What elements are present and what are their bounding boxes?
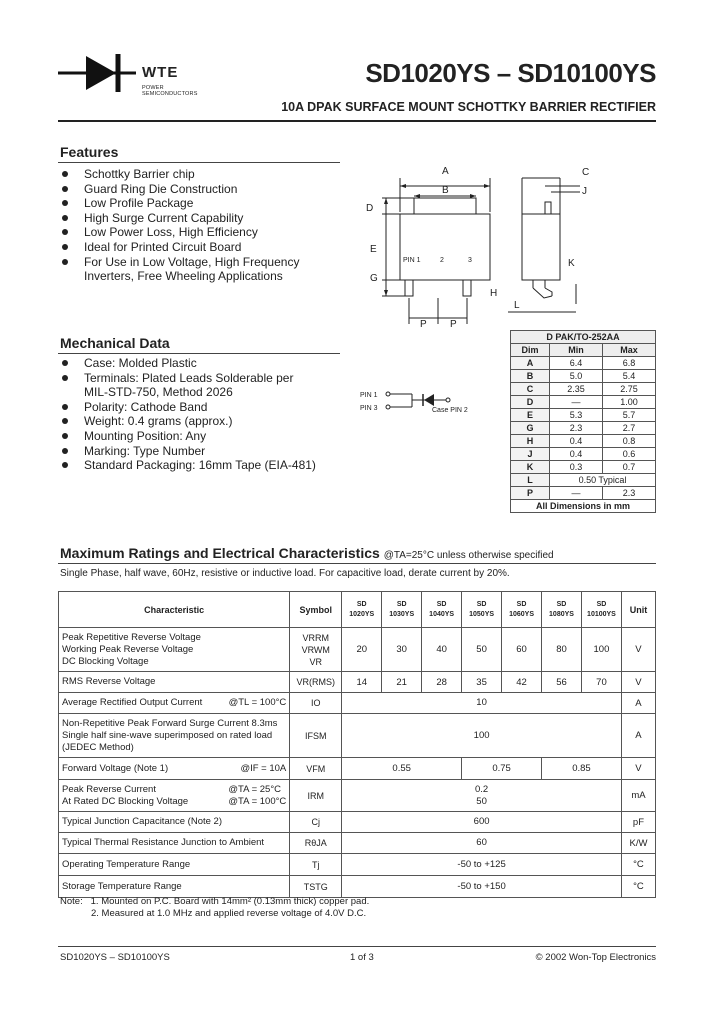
max-cell: 0.6 <box>602 448 655 461</box>
logo-subtext: POWER SEMICONDUCTORS <box>142 85 198 97</box>
typical-cell: 0.50 Typical <box>550 474 656 487</box>
list-item: Low Profile Package <box>62 196 299 211</box>
list-item: Ideal for Printed Circuit Board <box>62 240 299 255</box>
footer-copyright: © 2002 Won-Top Electronics <box>535 952 656 963</box>
ifsm-unit: A <box>621 714 655 758</box>
table-row <box>511 396 656 409</box>
dim-header: Dim <box>511 344 550 357</box>
table-row <box>511 357 656 370</box>
list-item: MIL-STD-750, Method 2026 <box>84 385 233 400</box>
schematic-pin3-label: PIN 3 <box>360 405 378 412</box>
features-underline <box>58 162 340 163</box>
table-row <box>59 628 656 672</box>
vfm-value: 0.85 <box>542 758 622 780</box>
max-cell: 5.4 <box>602 370 655 383</box>
dim-label-e: E <box>370 244 377 255</box>
package-side-body <box>522 214 560 280</box>
vrrm-value: 60 <box>502 628 542 672</box>
page-subtitle: 10A DPAK SURFACE MOUNT SCHOTTKY BARRIER RECTIFIER <box>281 100 656 114</box>
rth-label: Typical Thermal Resistance Junction to Ambient <box>59 833 290 854</box>
model-header: SD 1060YS <box>502 592 542 628</box>
vrms-label: RMS Reverse Voltage <box>59 672 290 693</box>
table-row <box>511 422 656 435</box>
min-cell: 2.3 <box>550 422 603 435</box>
model-header: SD 1050YS <box>462 592 502 628</box>
vrms-unit: V <box>621 672 655 693</box>
table-row <box>511 383 656 396</box>
dim-label-p: P <box>420 319 427 330</box>
min-cell: — <box>550 396 603 409</box>
vrrm-value: 30 <box>382 628 422 672</box>
min-cell: 5.0 <box>550 370 603 383</box>
ratings-note: Single Phase, half wave, 60Hz, resistive or inductive load. For capacitive load, derate current by 20%. <box>60 568 510 579</box>
model-header: SD 1040YS <box>422 592 462 628</box>
vfm-value: 0.55 <box>342 758 462 780</box>
vfm-unit: V <box>621 758 655 780</box>
unit-header: Unit <box>621 592 655 628</box>
vrms-value: 28 <box>422 672 462 693</box>
dim-label-j: J <box>582 186 587 197</box>
min-cell: 2.35 <box>550 383 603 396</box>
max-cell: 5.7 <box>602 409 655 422</box>
table-row <box>59 812 656 833</box>
max-cell: 6.8 <box>602 357 655 370</box>
table-row <box>59 780 656 812</box>
dim-label-d: D <box>366 203 374 214</box>
logo-text: WTE <box>142 64 179 81</box>
ratings-title: Maximum Ratings and Electrical Characteristics <box>60 545 380 561</box>
notes <box>60 896 369 920</box>
vrms-value: 42 <box>502 672 542 693</box>
pin-schematic <box>358 385 488 425</box>
dimensions-footer: All Dimensions in mm <box>511 500 656 513</box>
dimensions-caption: D PAK/TO-252AA <box>511 331 656 344</box>
vrms-value: 70 <box>581 672 621 693</box>
vrrm-value: 40 <box>422 628 462 672</box>
list-item: Standard Packaging: 16mm Tape (EIA-481) <box>62 458 316 473</box>
diode-logo-icon <box>58 50 138 96</box>
list-item: Polarity: Cathode Band <box>62 400 316 415</box>
notes-label: Note: <box>60 896 83 907</box>
pin3-label: 3 <box>468 257 472 264</box>
page-title: SD1020YS – SD10100YS <box>365 58 656 88</box>
dim-label-a: A <box>442 166 449 177</box>
mechanical-list <box>62 356 316 473</box>
cj-value: 600 <box>342 812 622 833</box>
irm-label <box>59 780 290 812</box>
package-side-tab <box>545 202 551 214</box>
tstg-symbol: TSTG <box>290 876 342 898</box>
pin1-label: PIN 1 <box>403 257 421 264</box>
vrrm-symbol: VRRM VRWM VR <box>290 628 342 672</box>
rth-unit: K/W <box>621 833 655 854</box>
note-1: 1. Mounted on P.C. Board with 14mm² (0.13mm thick) copper pad. <box>90 896 370 907</box>
vrms-value: 21 <box>382 672 422 693</box>
package-body <box>400 214 490 280</box>
table-row <box>59 714 656 758</box>
characteristic-header: Characteristic <box>59 592 290 628</box>
dim-cell: L <box>511 474 550 487</box>
io-unit: A <box>621 693 655 714</box>
max-cell: 0.7 <box>602 461 655 474</box>
dim-cell: H <box>511 435 550 448</box>
ratings-condition: @TA=25°C unless otherwise specified <box>383 550 554 561</box>
table-row <box>59 693 656 714</box>
table-row <box>59 876 656 898</box>
max-header: Max <box>602 344 655 357</box>
footer-divider <box>58 946 656 947</box>
min-cell: — <box>550 487 603 500</box>
dimensions-table <box>510 330 656 513</box>
dim-cell: D <box>511 396 550 409</box>
dim-label-b: B <box>442 185 449 196</box>
model-header: SD 1030YS <box>382 592 422 628</box>
dim-label-h: H <box>490 288 498 299</box>
tstg-unit: °C <box>621 876 655 898</box>
diode-symbol-icon <box>424 394 434 406</box>
package-lead <box>405 280 413 296</box>
dim-cell: G <box>511 422 550 435</box>
rth-value: 60 <box>342 833 622 854</box>
list-item: Schottky Barrier chip <box>62 167 299 182</box>
tj-unit: °C <box>621 854 655 876</box>
vrrm-value: 80 <box>542 628 582 672</box>
package-lead <box>463 280 471 296</box>
vrrm-value: 100 <box>581 628 621 672</box>
schematic-pin1-label: PIN 1 <box>360 392 378 399</box>
vrrm-value: 20 <box>342 628 382 672</box>
company-logo <box>58 50 218 96</box>
rth-symbol: RθJA <box>290 833 342 854</box>
list-item: Terminals: Plated Leads Solderable per <box>62 371 316 386</box>
footer-page-number: 1 of 3 <box>350 952 374 963</box>
list-item: For Use in Low Voltage, High Frequency <box>62 255 299 270</box>
vrms-value: 14 <box>342 672 382 693</box>
io-value: 10 <box>342 693 622 714</box>
table-row <box>59 672 656 693</box>
io-condition: @TL = 100°C <box>228 697 287 708</box>
table-row <box>59 854 656 876</box>
dim-cell: K <box>511 461 550 474</box>
irm-unit: mA <box>621 780 655 812</box>
min-cell: 5.3 <box>550 409 603 422</box>
vfm-symbol: VFM <box>290 758 342 780</box>
ifsm-symbol: IFSM <box>290 714 342 758</box>
vrrm-value: 50 <box>462 628 502 672</box>
list-item: Inverters, Free Wheeling Applications <box>84 269 283 284</box>
table-row <box>511 409 656 422</box>
io-symbol: IO <box>290 693 342 714</box>
ratings-underline <box>58 563 656 564</box>
note-2: 2. Measured at 1.0 MHz and applied reverse voltage of 4.0V D.C. <box>91 908 367 919</box>
table-row <box>59 833 656 854</box>
list-item: High Surge Current Capability <box>62 211 299 226</box>
model-header: SD 1020YS <box>342 592 382 628</box>
tstg-label: Storage Temperature Range <box>59 876 290 898</box>
io-label-text: Average Rectified Output Current <box>62 697 203 708</box>
max-cell: 2.7 <box>602 422 655 435</box>
vrrm-label: Peak Repetitive Reverse Voltage Working Peak Reverse Voltage DC Blocking Voltage <box>59 628 290 672</box>
min-cell: 6.4 <box>550 357 603 370</box>
list-item: Low Power Loss, High Efficiency <box>62 225 299 240</box>
dim-cell: C <box>511 383 550 396</box>
model-header: SD 10100YS <box>581 592 621 628</box>
model-header: SD 1080YS <box>542 592 582 628</box>
min-header: Min <box>550 344 603 357</box>
dim-label-l: L <box>514 300 520 311</box>
vfm-condition: @IF = 10A <box>240 762 287 774</box>
list-item: Marking: Type Number <box>62 444 316 459</box>
min-cell: 0.4 <box>550 448 603 461</box>
dim-cell: A <box>511 357 550 370</box>
mechanical-underline <box>58 353 340 354</box>
features-heading: Features <box>60 144 119 160</box>
tj-label: Operating Temperature Range <box>59 854 290 876</box>
features-list <box>62 167 299 284</box>
vfm-label-text: Forward Voltage (Note 1) <box>62 762 169 774</box>
max-cell: 2.75 <box>602 383 655 396</box>
list-item: Case: Molded Plastic <box>62 356 316 371</box>
min-cell: 0.3 <box>550 461 603 474</box>
irm-value: 0.2 50 <box>342 780 622 812</box>
table-row <box>511 435 656 448</box>
dim-cell: E <box>511 409 550 422</box>
tj-value: -50 to +125 <box>342 854 622 876</box>
table-row <box>59 758 656 780</box>
cj-symbol: Cj <box>290 812 342 833</box>
package-outline-drawing <box>358 164 658 334</box>
vrms-value: 56 <box>542 672 582 693</box>
cj-unit: pF <box>621 812 655 833</box>
footer-left: SD1020YS – SD10100YS <box>60 952 170 963</box>
max-cell: 0.8 <box>602 435 655 448</box>
irm-symbol: IRM <box>290 780 342 812</box>
cj-label: Typical Junction Capacitance (Note 2) <box>59 812 290 833</box>
dim-label-k: K <box>568 258 575 269</box>
table-row <box>511 474 656 487</box>
io-label <box>59 693 290 714</box>
tstg-value: -50 to +150 <box>342 876 622 898</box>
irm-label-text: Peak Reverse Current At Rated DC Blocking Voltage <box>62 783 189 807</box>
mechanical-heading: Mechanical Data <box>60 335 170 351</box>
table-row <box>511 461 656 474</box>
symbol-header: Symbol <box>290 592 342 628</box>
ifsm-value: 100 <box>342 714 622 758</box>
table-row <box>511 370 656 383</box>
table-row <box>511 448 656 461</box>
dim-label-g: G <box>370 273 378 284</box>
vfm-value: 0.75 <box>462 758 542 780</box>
dim-label-c: C <box>582 167 590 178</box>
max-cell: 1.00 <box>602 396 655 409</box>
ratings-table <box>58 591 656 898</box>
table-row <box>511 487 656 500</box>
vrrm-unit: V <box>621 628 655 672</box>
dim-label-p: P <box>450 319 457 330</box>
list-item: Guard Ring Die Construction <box>62 182 299 197</box>
dim-cell: B <box>511 370 550 383</box>
irm-condition: @TA = 25°C @TA = 100°C <box>228 783 287 807</box>
header-divider <box>58 120 656 122</box>
schematic-case-label: Case PIN 2 <box>432 407 468 414</box>
list-item: Mounting Position: Any <box>62 429 316 444</box>
list-item: Weight: 0.4 grams (approx.) <box>62 414 316 429</box>
pin2-label: 2 <box>440 257 444 264</box>
ratings-heading <box>60 545 554 561</box>
min-cell: 0.4 <box>550 435 603 448</box>
vrms-symbol: VR(RMS) <box>290 672 342 693</box>
ifsm-label: Non-Repetitive Peak Forward Surge Current 8.3ms Single half sine-wave superimposed on rated load (JEDEC Method) <box>59 714 290 758</box>
package-tab <box>414 198 476 214</box>
vfm-label <box>59 758 290 780</box>
dim-cell: J <box>511 448 550 461</box>
vrms-value: 35 <box>462 672 502 693</box>
tj-symbol: Tj <box>290 854 342 876</box>
dim-cell: P <box>511 487 550 500</box>
max-cell: 2.3 <box>602 487 655 500</box>
